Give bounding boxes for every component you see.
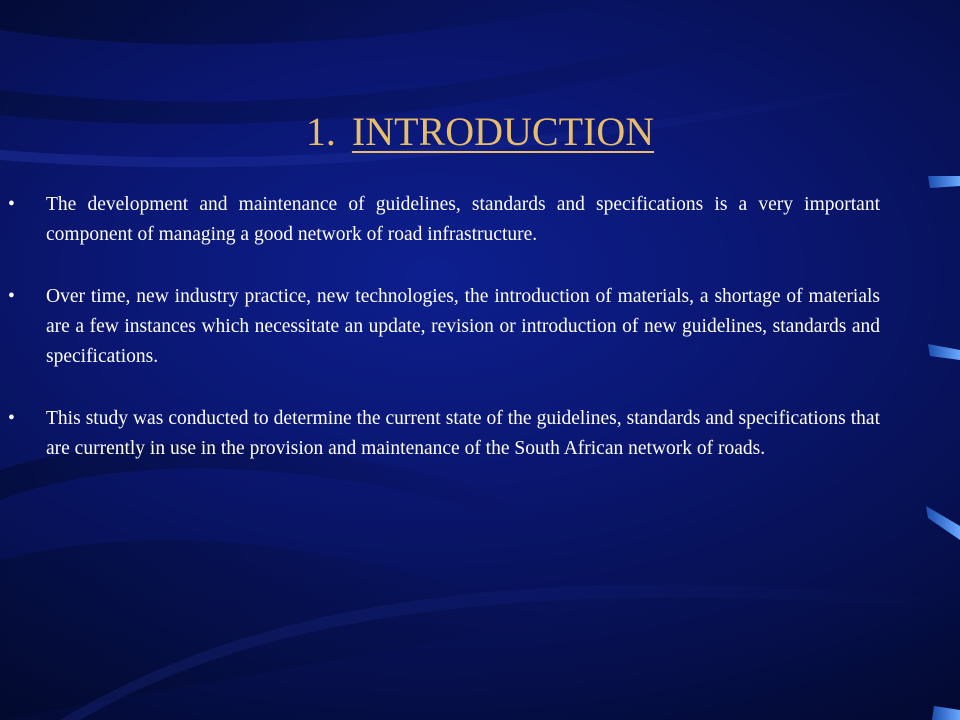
bullet-list — [46, 190, 880, 496]
title-text: INTRODUCTION — [351, 109, 655, 154]
bullet-item-1: • The development and maintenance of guidelines, standards and specifications is a very important component of managing a good network of road infrastructure. — [46, 190, 880, 250]
bullet-item-2: • Over time, new industry practice, new technologies, the introduction of materials, a shortage of materials are a few instances which necessitate an update, revision or introduction of new guidelines, standards and specifications. — [46, 282, 880, 372]
title-number: 1. — [305, 109, 336, 154]
bullet-item-3: • This study was conducted to determine the current state of the guidelines, standards and specifications that are currently in use in the provision and maintenance of the South African network of roads. — [46, 404, 880, 464]
slide-title — [0, 104, 960, 160]
